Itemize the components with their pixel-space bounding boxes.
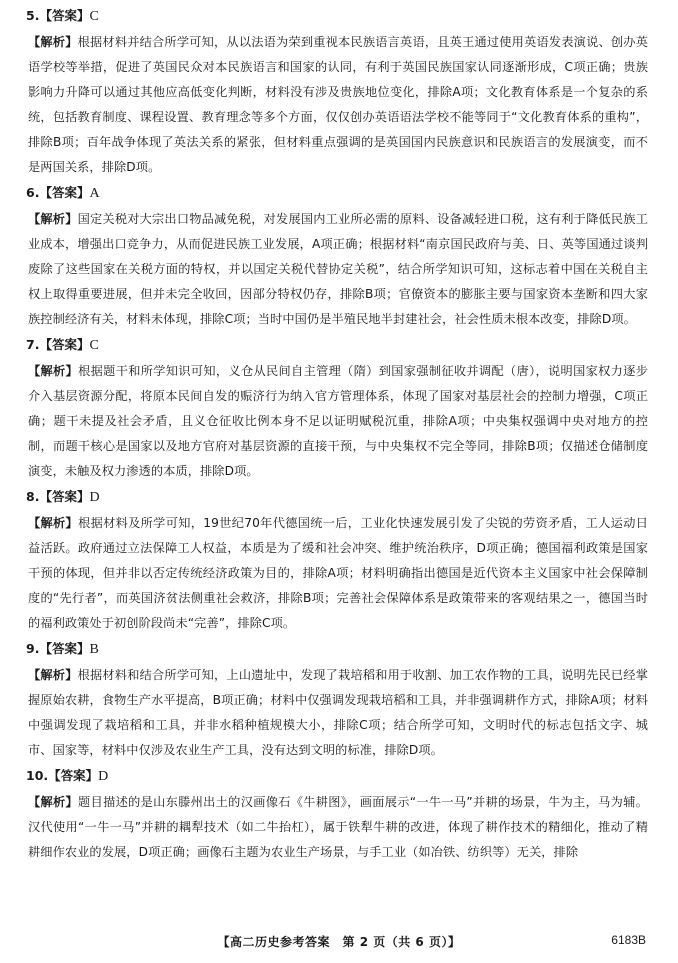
analysis-paragraph (28, 30, 648, 180)
answer-line (26, 766, 648, 785)
analysis-text: 题目描述的是山东滕州出土的汉画像石《牛耕图》，画面展示“一牛一马”并耕的场景，牛为主，马为辅。汉代使用“一牛一马”并耕的耦犁技术（如二牛抬杠），属于铁犁牛耕的改进，体现了耕作技术的精细化，推动了精耕细作农业的发展，D项正确；画像石主题为农业生产场景，与手工业（如冶铁、纺织等）无关，排除 (28, 795, 648, 859)
answer-tag: 【答案】 (39, 185, 90, 200)
analysis-tag: 【解析】 (28, 35, 78, 49)
answer-letter: C (89, 9, 99, 24)
answer-letter: A (89, 186, 100, 201)
answer-line (26, 487, 648, 506)
answer-item-5 (28, 6, 648, 180)
analysis-text: 国定关税对大宗出口物品减免税，对发展国内工业所必需的原料、设备减轻进口税，这有利于降低民族工业成本，增强出口竞争力，从而促进民族工业发展，A项正确；根据材料“南京国民政府与美、日、英等国通过谈判废除了这些国家在关税方面的特权，并以国定关税代替协定关税”，结合所学知识可知，这标志着中国在关税自主权上取得重要进展，但并未完全收回，因部分特权仍存，排除B项；官僚资本的膨胀主要与国家资本垄断和四大家族控制经济有关，材料未体现，排除C项；当时中国仍是半殖民地半封建社会，社会性质未根本改变，排除D项。 (28, 212, 648, 326)
analysis-paragraph (28, 359, 648, 484)
question-number: 8. (26, 489, 40, 504)
answer-tag: 【答案】 (39, 489, 90, 504)
question-number: 7. (26, 337, 40, 352)
answer-letter: D (98, 769, 109, 784)
question-number: 10. (26, 768, 49, 783)
analysis-paragraph (28, 790, 648, 865)
question-number: 5. (26, 8, 40, 23)
answer-item-8 (28, 487, 648, 636)
analysis-tag: 【解析】 (28, 795, 79, 809)
paper-code: 6183B (611, 933, 646, 947)
page-footer: 【高二历史参考答案 第 2 页（共 6 页）】 (217, 935, 461, 949)
analysis-tag: 【解析】 (28, 516, 79, 530)
question-number: 9. (26, 641, 40, 656)
analysis-paragraph (28, 663, 648, 763)
analysis-text: 根据材料和结合所学可知，上山遗址中，发现了栽培稻和用于收割、加工农作物的工具，说明先民已经掌握原始农耕，食物生产水平提高，B项正确；材料中仅强调发现栽培稻和工具，并非强调耕作方式，排除A项；材料中强调发现了栽培稻和工具，并非水稻种植规模大小，排除C项；结合所学可知，文明时代的标志包括文字、城市、国家等，材料中仅涉及农业生产工具，没有达到文明的标准，排除D项。 (28, 668, 648, 757)
analysis-tag: 【解析】 (28, 668, 78, 682)
answer-item-7 (28, 335, 648, 484)
answer-tag: 【答案】 (39, 8, 90, 23)
analysis-text: 根据材料及所学可知，19世纪70年代德国统一后，工业化快速发展引发了尖锐的劳资矛盾，工人运动日益活跃。政府通过立法保障工人权益，本质是为了缓和社会冲突、维护统治秩序，D项正确；德国福利政策是国家干预的体现，但并非以否定传统经济政策为目的，排除A项；材料明确指出德国是近代资本主义国家中社会保障制度的“先行者”，而英国济贫法侧重社会救济，排除B项；完善社会保障体系是政策带来的客观结果之一，德国当时的福利政策处于初创阶段尚未“完善”，排除C项。 (28, 516, 648, 630)
analysis-text: 根据材料并结合所学可知，从以法语为荣到重视本民族语言英语，且英王通过使用英语发表演说、创办英语学校等举措，促进了英国民众对本民族语言和国家的认同，有利于英国民族国家认同逐渐形成，C项正确；贵族影响力升降可以通过其他应高低变化判断，材料没有涉及贵族地位变化，排除A项；文化教育体系是一个复杂的系统，包括教育制度、课程设置、教育理念等多个方面，仅仅创办英语语法学校不能等同于“文化教育体系的重构”，排除B项；百年战争体现了英法关系的紧张，但材料重点强调的是英国国内民族意识和民族语言的发展演变，而不是两国关系，排除D项。 (28, 35, 648, 174)
answer-tag: 【答案】 (48, 768, 99, 783)
analysis-tag: 【解析】 (28, 364, 79, 378)
answer-letter: D (89, 490, 100, 505)
answer-line (26, 6, 648, 25)
analysis-paragraph (28, 207, 648, 332)
analysis-tag: 【解析】 (28, 212, 78, 226)
answer-letter: C (89, 338, 99, 353)
analysis-text: 根据题干和所学知识可知，义仓从民间自主管理（隋）到国家强制征收并调配（唐），说明国家权力逐步介入基层资源分配，将原本民间自发的赈济行为纳入官方管理体系，体现了国家对基层社会的控制力增强，C项正确；题干未提及社会矛盾，且义仓征收比例本身不足以证明赋税沉重，排除A项；中央集权强调中央对地方的控制，而题干核心是国家以及地方官府对基层资源的直接干预，与中央集权不完全等同，排除B项；仅描述仓储制度演变，未触及权力渗透的本质，排除D项。 (28, 364, 648, 478)
answer-tag: 【答案】 (39, 337, 90, 352)
answer-letter: B (89, 642, 99, 657)
analysis-paragraph (28, 511, 648, 636)
answer-item-6 (28, 183, 648, 332)
question-number: 6. (26, 185, 40, 200)
answer-line (26, 639, 648, 658)
answer-item-10 (28, 766, 648, 865)
answer-item-9 (28, 639, 648, 763)
answer-line (26, 183, 648, 202)
answer-line (26, 335, 648, 354)
answer-tag: 【答案】 (39, 641, 90, 656)
